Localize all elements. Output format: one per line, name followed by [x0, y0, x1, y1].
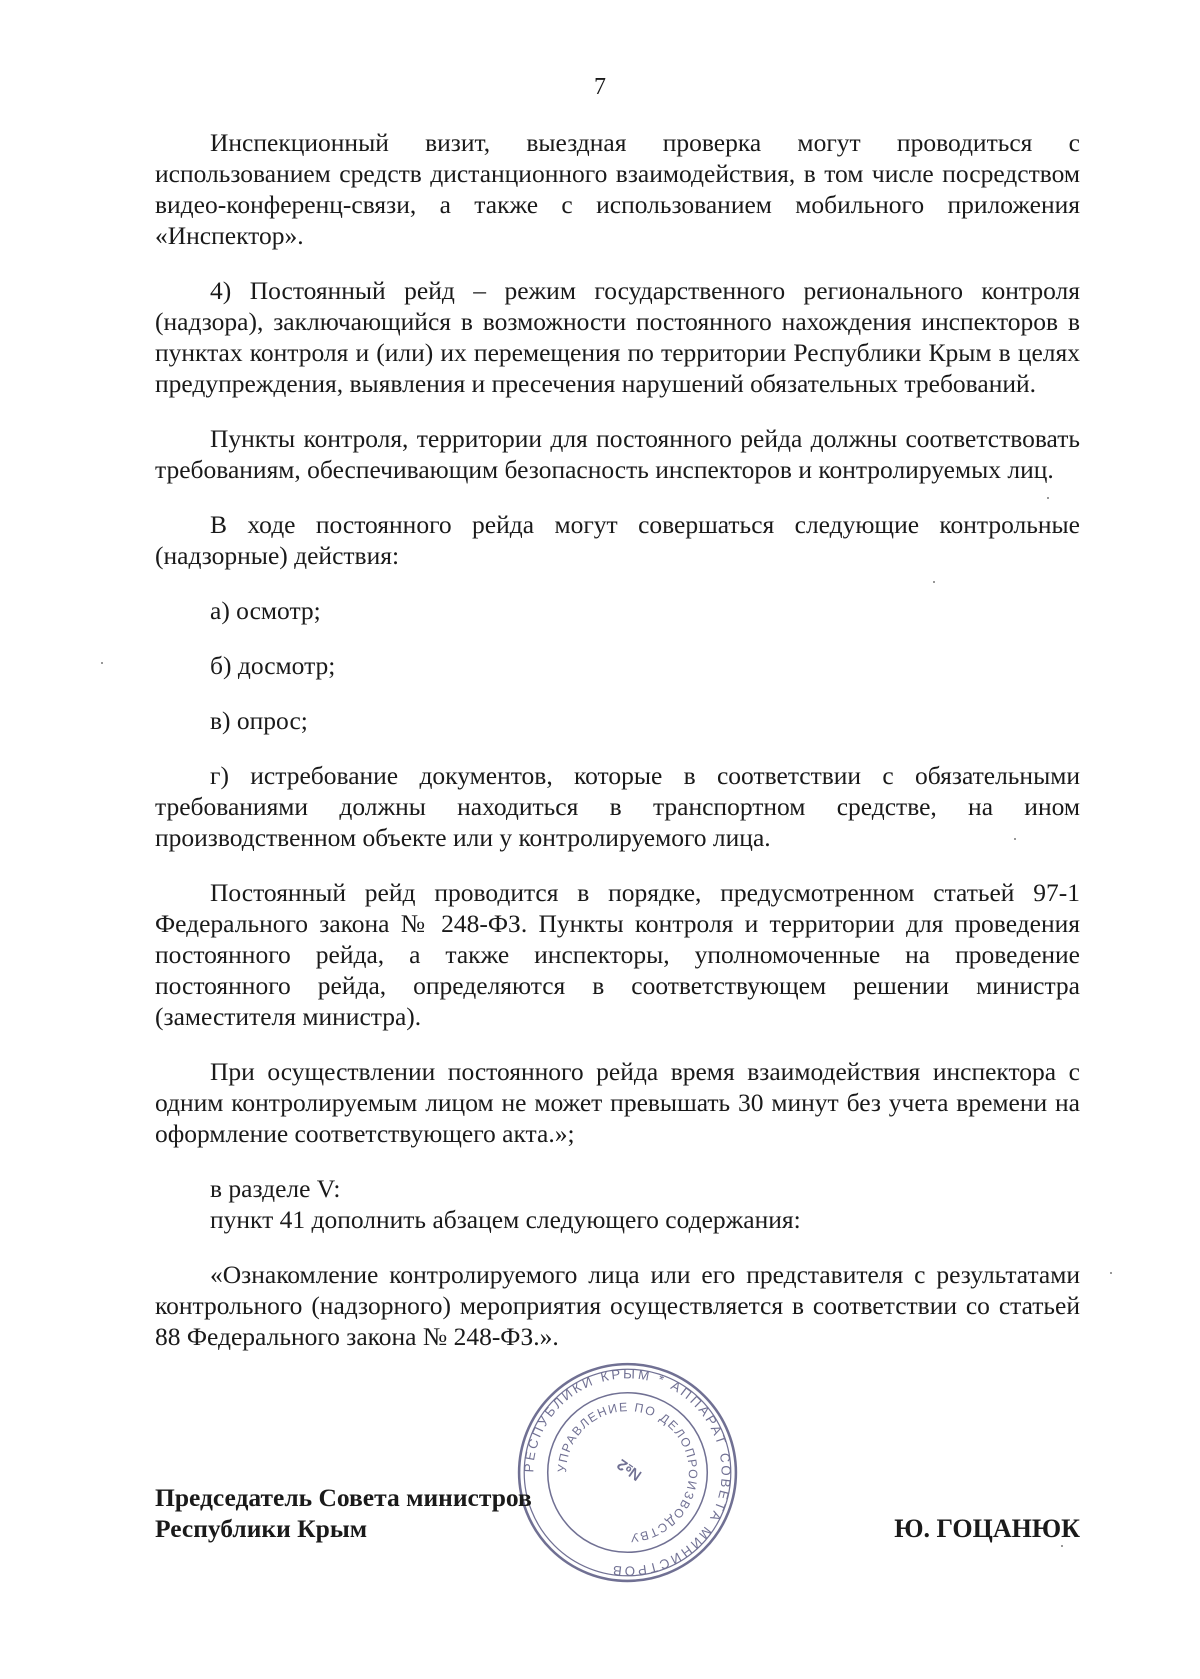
- paragraph: В ходе постоянного рейда могут совершаться следующие контрольные (надзорные) действия:: [155, 510, 1080, 570]
- scan-speck: [1061, 1545, 1063, 1547]
- paragraph: При осуществлении постоянного рейда время взаимодействия инспектора с одним контролируемым лицом не может превышать 30 минут без учета времени на оформление соответствующего акта.»;: [155, 1057, 1080, 1148]
- signatory-name: Ю. ГОЦАНЮК: [894, 1514, 1080, 1543]
- scan-speck: [1014, 838, 1016, 840]
- paragraph: Пункты контроля, территории для постоянного рейда должны соответствовать требованиям, обеспечивающим безопасность инспекторов и контролируемых лиц.: [155, 424, 1080, 484]
- seal-outer-text: РЕСПУБЛИКИ КРЫМ * АППАРАТ СОВЕТА МИНИСТРОВ: [521, 1366, 734, 1579]
- seal-inner-text: УПРАВЛЕНИЕ ПО ДЕЛОПРОИЗВОДСТВУ: [554, 1399, 701, 1545]
- list-item: в) опрос;: [210, 706, 308, 735]
- list-item: б) досмотр;: [210, 651, 336, 680]
- paragraph: Инспекционный визит, выездная проверка могут проводиться с использованием средств дистанционного взаимодействия, в том числе посредством видео-конференц-связи, а также с использованием мобильного приложения «Инспектор».: [155, 128, 1080, 250]
- page-number: 7: [594, 74, 606, 100]
- paragraph: пункт 41 дополнить абзацем следующего содержания:: [210, 1205, 801, 1234]
- paragraph: в разделе V:: [210, 1174, 341, 1203]
- scan-speck: [933, 581, 935, 583]
- seal-number: №2: [614, 1455, 645, 1484]
- document-body: [155, 127, 1080, 1376]
- official-seal: [515, 1360, 740, 1585]
- paragraph: Постоянный рейд проводится в порядке, предусмотренном статьей 97-1 Федерального закона № 248-ФЗ. Пункты контроля и территории для проведения постоянного рейда, а также инспекторы, уполномоченные на проведение постоянного рейда, определяются в соответствующем решении министра (заместителя министра).: [155, 878, 1080, 1031]
- scan-speck: [1110, 1272, 1112, 1274]
- scan-speck: [1047, 497, 1049, 499]
- signatory-title: Председатель Совета министров: [155, 1483, 532, 1512]
- paragraph: 4) Постоянный рейд – режим государственного регионального контроля (надзора), заключающийся в возможности постоянного нахождения инспекторов в пунктах контроля и (или) их перемещения по территории Республики Крым в целях предупреждения, выявления и пресечения нарушений обязательных требований.: [155, 276, 1080, 398]
- list-item: а) осмотр;: [210, 596, 321, 625]
- scan-speck: [101, 662, 103, 664]
- seal-graphic: [515, 1360, 740, 1585]
- list-item: г) истребование документов, которые в соответствии с обязательными требованиями должны находиться в транспортном средстве, на ином производственном объекте или у контролируемого лица.: [155, 761, 1080, 852]
- signatory-organization: Республики Крым: [155, 1514, 368, 1543]
- paragraph: «Ознакомление контролируемого лица или его представителя с результатами контрольного (надзорного) мероприятия осуществляется в соответствии со статьей 88 Федерального закона № 248-ФЗ.».: [155, 1260, 1080, 1351]
